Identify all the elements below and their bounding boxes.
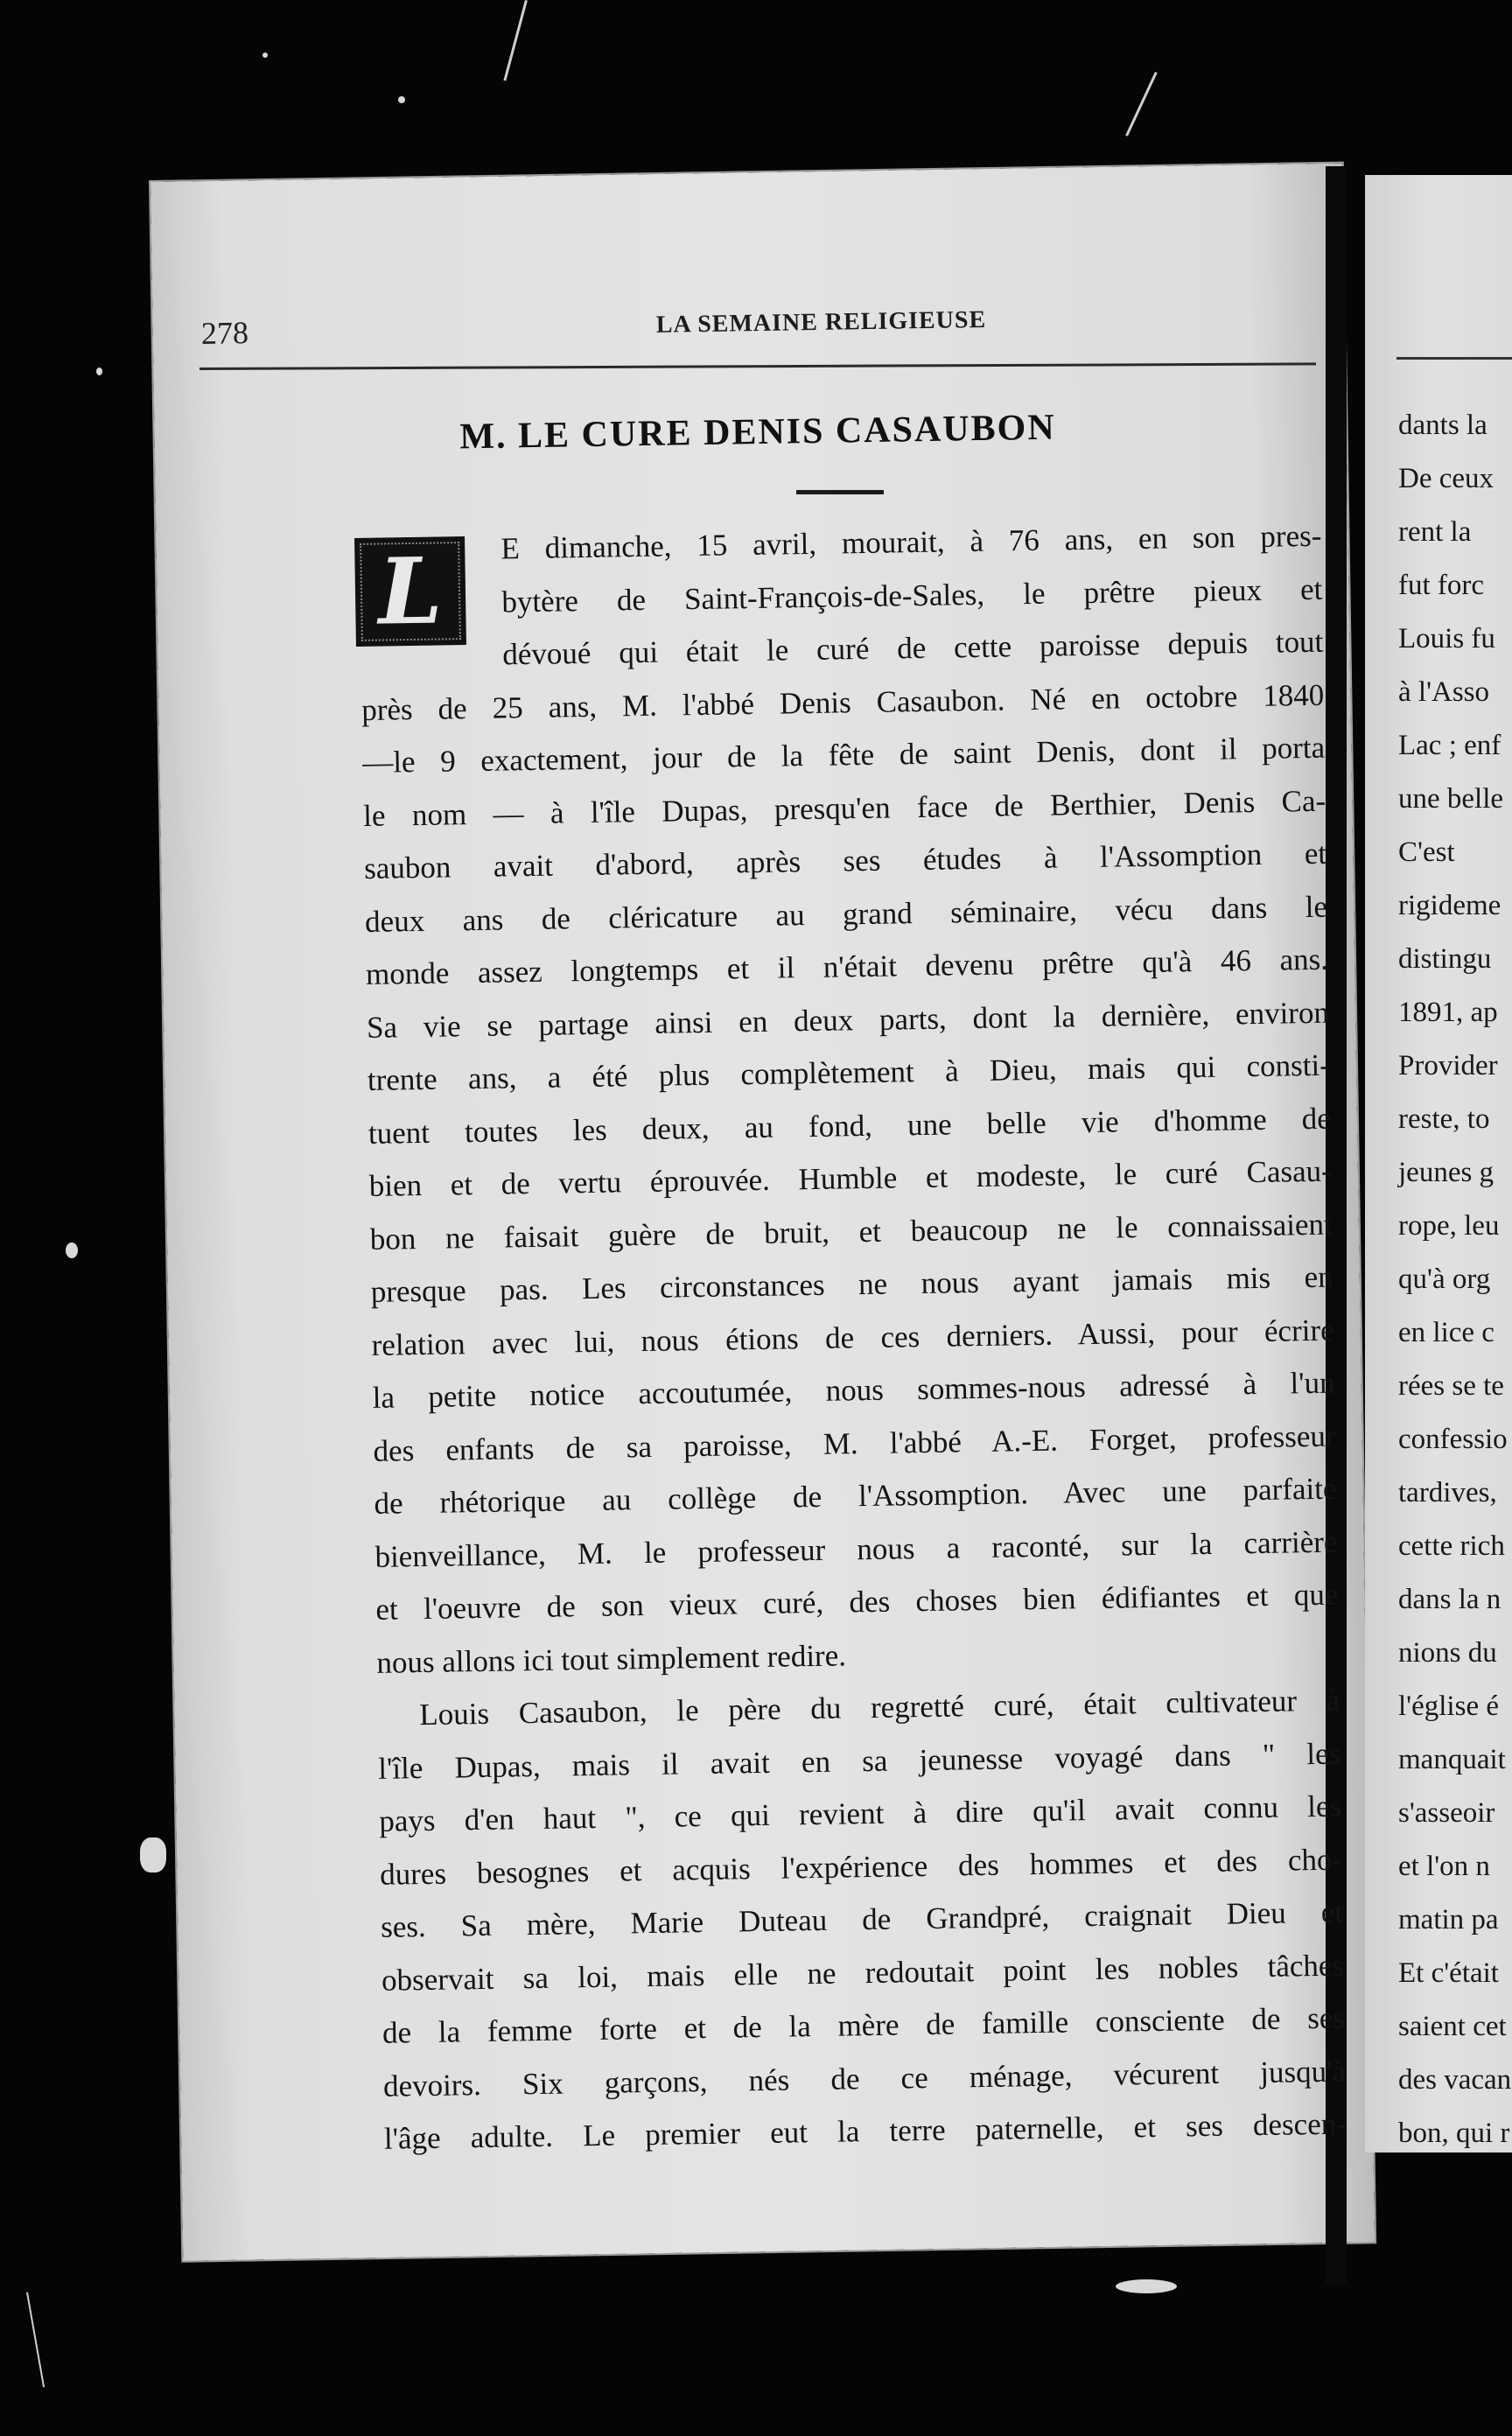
film-scratch <box>26 2292 45 2388</box>
facing-page-line: cette rich <box>1398 1530 1505 1562</box>
text-line: dures besognes et acquis l'expérience des hommes et des cho- <box>379 1842 1343 1892</box>
facing-page-line: rent la <box>1398 516 1472 548</box>
dust-speck <box>1116 2279 1177 2293</box>
facing-page-line: reste, to <box>1398 1103 1490 1135</box>
facing-page-line: tardives, <box>1398 1477 1497 1508</box>
dust-speck <box>66 1242 78 1258</box>
text-line: bienveillance, M. le professeur nous a raconté, sur la carrière <box>374 1524 1338 1574</box>
text-line: relation avec lui, nous étions de ces derniers. Aussi, pour écrire <box>371 1312 1334 1362</box>
text-line: E dimanche, 15 avril, mourait, à 76 ans, en son pres- <box>500 518 1322 566</box>
text-line: Louis Casaubon, le père du regretté curé, était cultivateur à <box>419 1683 1340 1732</box>
facing-page-line: jeunes g <box>1398 1157 1494 1188</box>
text-line: deux ans de cléricature au grand séminaire, vécu dans le <box>364 889 1328 939</box>
text-line: et l'oeuvre de son vieux curé, des choses bien édifiantes et que <box>375 1577 1339 1627</box>
text-line: pays d'en haut ", ce qui revient à dire qu'il avait connu les <box>378 1788 1342 1838</box>
text-line: bien et de vertu éprouvée. Humble et modeste, le curé Casau- <box>368 1153 1333 1203</box>
running-head: LA SEMAINE RELIGIEUSE <box>655 305 987 339</box>
facing-page-line: Lac ; enf <box>1398 730 1502 761</box>
facing-page-line: s'asseoir <box>1398 1797 1495 1829</box>
text-line: ses. Sa mère, Marie Duteau de Grandpré, craignait Dieu et <box>380 1894 1344 1944</box>
facing-page-line: nions du <box>1398 1637 1497 1669</box>
text-line: Sa vie se partage ainsi en deux parts, dont la dernière, environ <box>366 995 1330 1045</box>
text-line: presque pas. Les circonstances ne nous ayant jamais mis en <box>370 1259 1334 1309</box>
text-line: nous allons ici tout simplement redire. <box>376 1637 847 1680</box>
text-line: de la femme forte et de la mère de famille consciente de ses <box>382 2000 1346 2050</box>
facing-page-line: à l'Asso <box>1398 676 1490 708</box>
facing-page-line: saient cet <box>1398 2011 1507 2042</box>
facing-page-line: Provider <box>1398 1050 1498 1082</box>
facing-page-line: distingu <box>1398 943 1492 975</box>
drop-cap-letter: L <box>377 536 444 646</box>
text-line: devoirs. Six garçons, nés de ce ménage, vécurent jusqu'à <box>382 2054 1347 2104</box>
facing-page-line: rées se te <box>1398 1370 1504 1402</box>
text-line: bytère de Saint-François-de-Sales, le prêtre pieux et <box>501 571 1323 619</box>
facing-page-line: Louis fu <box>1398 623 1495 654</box>
facing-page-line: et l'on n <box>1398 1851 1490 1882</box>
facing-page-line: dans la n <box>1398 1584 1502 1615</box>
text-line: —le 9 exactement, jour de la fête de saint Denis, dont il porta <box>361 730 1326 780</box>
facing-page-rule <box>1396 357 1512 360</box>
facing-page-text <box>1398 399 1511 2160</box>
text-line: le nom — à l'île Dupas, presqu'en face de Berthier, Denis Ca- <box>362 783 1326 833</box>
facing-page-line: rigideme <box>1398 890 1502 921</box>
dust-speck <box>140 1838 166 1872</box>
facing-page-line: des vacan <box>1398 2064 1512 2096</box>
dust-speck <box>398 96 405 103</box>
article-body <box>359 510 1347 2166</box>
article-title: M. LE CURE DENIS CASAUBON <box>459 407 1056 458</box>
facing-page-line: manquait <box>1398 1744 1506 1775</box>
text-line: observait sa loi, mais elle ne redoutait point les nobles tâches <box>381 1948 1345 1998</box>
text-line: l'âge adulte. Le premier eut la terre paternelle, et ses descen- <box>383 2106 1348 2156</box>
facing-page-line: matin pa <box>1398 1904 1499 1936</box>
facing-page-line: en lice c <box>1398 1317 1494 1348</box>
text-line: la petite notice accoutumée, nous sommes-nous adressé à l'un <box>372 1365 1335 1415</box>
text-line: près de 25 ans, M. l'abbé Denis Casaubon. Né en octobre 1840 <box>361 677 1325 727</box>
facing-page-line: qu'à org <box>1398 1264 1491 1295</box>
facing-page-line: confessio <box>1398 1424 1508 1455</box>
facing-page-line: De ceux <box>1398 463 1494 494</box>
text-line: saubon avait d'abord, après ses études à l'Assomption et <box>363 836 1327 886</box>
facing-page-line: dants la <box>1398 410 1488 441</box>
text-line: bon ne faisait guère de bruit, et beaucoup ne le connaissaient <box>369 1207 1333 1256</box>
text-line: de rhétorique au collège de l'Assomption. Avec une parfaite <box>374 1471 1337 1521</box>
title-rule <box>796 490 884 494</box>
facing-page-line: rope, leu <box>1398 1210 1500 1242</box>
text-line: des enfants de sa paroisse, M. l'abbé A.-E. Forget, professeur <box>373 1418 1336 1468</box>
dust-speck <box>96 368 102 375</box>
facing-page-line: l'église é <box>1398 1690 1499 1722</box>
text-line: dévoué qui était le curé de cette paroisse depuis tout <box>502 624 1324 672</box>
film-scratch <box>1125 72 1158 136</box>
facing-page-line: 1891, ap <box>1398 997 1498 1028</box>
text-line: l'île Dupas, mais il avait en sa jeunesse voyagé dans " les <box>378 1736 1341 1786</box>
facing-page-line: fut forc <box>1398 570 1485 601</box>
facing-page-line: une belle <box>1398 783 1504 815</box>
facing-page-line: bon, qui r <box>1398 2118 1510 2149</box>
film-scratch <box>503 0 527 81</box>
text-line: monde assez longtemps et il n'était devenu prêtre qu'à 46 ans. <box>365 942 1329 991</box>
dust-speck <box>262 52 268 58</box>
facing-page-line: Et c'était <box>1398 1957 1499 1989</box>
page-number: 278 <box>200 315 249 351</box>
facing-page-line: C'est <box>1398 836 1455 868</box>
text-line: trente ans, a été plus complètement à Dieu, mais qui consti- <box>367 1047 1331 1097</box>
text-line: tuent toutes les deux, au fond, une belle vie d'homme de <box>368 1101 1332 1151</box>
